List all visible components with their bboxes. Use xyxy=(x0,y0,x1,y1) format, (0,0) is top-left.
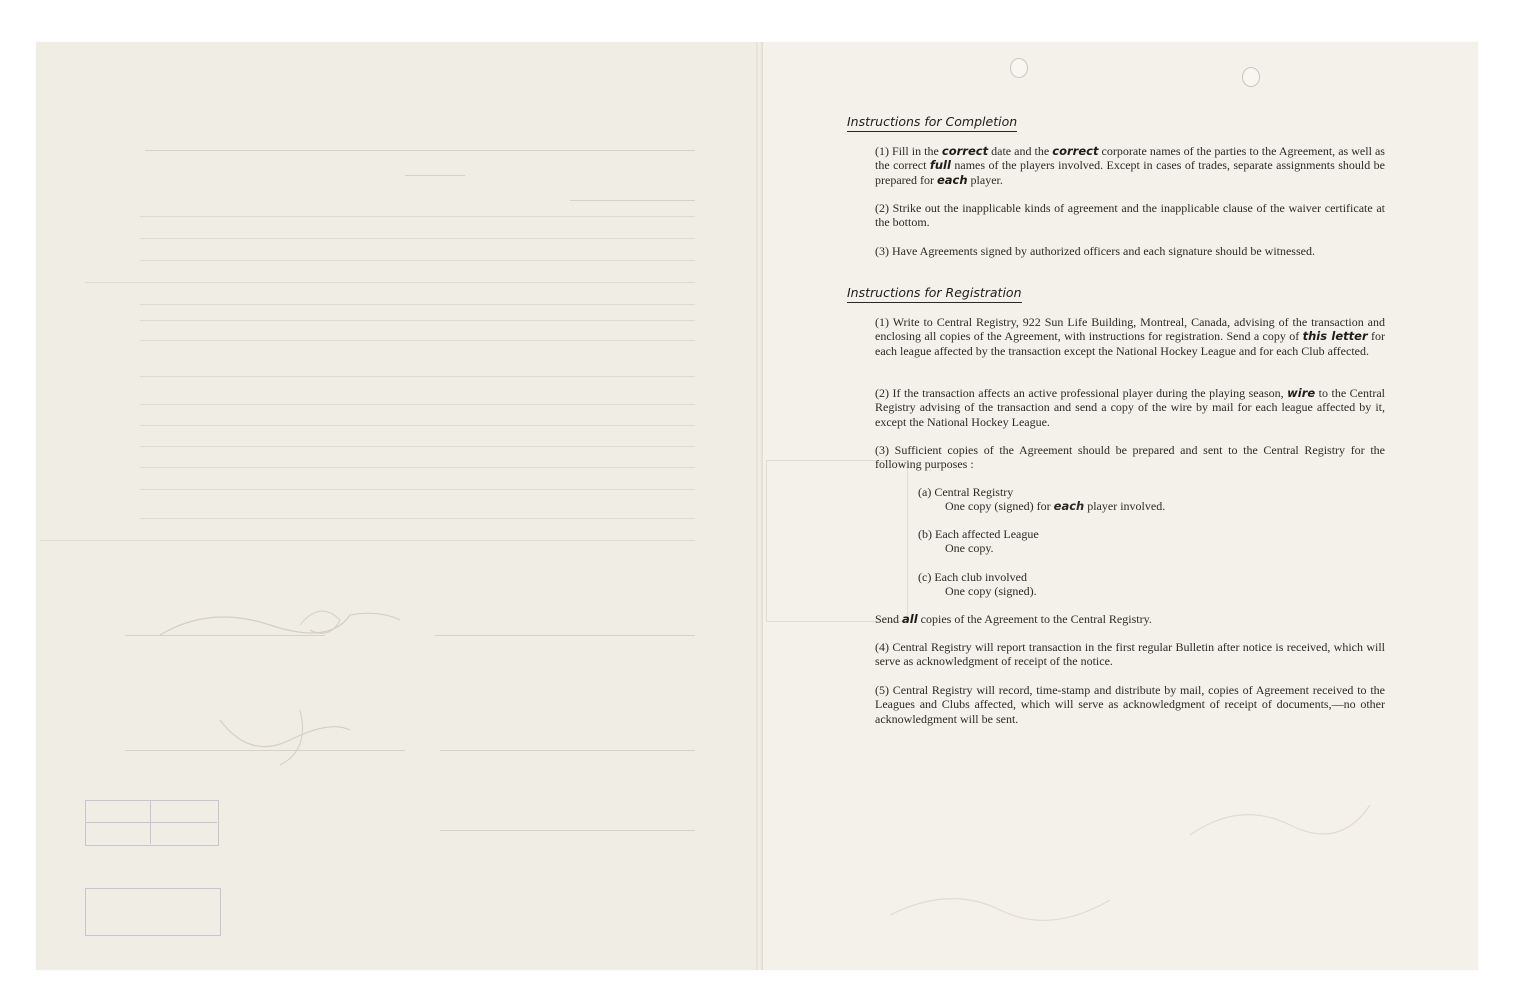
registration-sub-a xyxy=(918,485,1165,514)
ghost-rule xyxy=(440,750,695,751)
ghost-rule xyxy=(570,200,695,201)
ghost-rule xyxy=(140,467,695,468)
ghost-title-bleed xyxy=(1040,112,1050,142)
sub-c-detail: One copy (signed). xyxy=(945,584,1037,599)
ghost-signature xyxy=(880,880,1120,930)
ghost-rule xyxy=(40,540,695,541)
ghost-rule xyxy=(140,425,695,426)
completion-heading: Instructions for Completion xyxy=(847,114,1017,132)
ghost-signature xyxy=(150,595,410,655)
registration-sub-b xyxy=(918,527,1039,556)
ghost-rule xyxy=(405,175,465,176)
ghost-rule xyxy=(435,635,695,636)
ghost-signature xyxy=(1180,790,1380,850)
registration-sub-c xyxy=(918,570,1037,599)
page-gutter xyxy=(756,42,763,970)
ghost-rule xyxy=(140,238,695,239)
ghost-rule xyxy=(140,216,695,217)
registration-item-2: (2) If the transaction affects an active professional player during the playing season, wire to the Central Registry advising of the transaction and send a copy of the wire by mail for each league affected by it, except the National Hockey League. xyxy=(875,386,1385,429)
ghost-rule xyxy=(140,376,695,377)
ghost-stamp-bleed xyxy=(766,460,908,622)
ghost-rule xyxy=(140,340,695,341)
ghost-rule xyxy=(140,404,695,405)
punch-hole xyxy=(1242,67,1260,87)
sub-b-label: (b) Each affected League xyxy=(918,527,1039,541)
ghost-rule xyxy=(85,822,217,823)
sub-a-detail: One copy (signed) for each player involved. xyxy=(945,499,1166,514)
ghost-rule xyxy=(145,150,695,151)
ghost-rule xyxy=(140,518,695,519)
ghost-signature xyxy=(210,700,360,770)
ghost-stamp-box xyxy=(85,800,219,846)
registration-item-1: (1) Write to Central Registry, 922 Sun Life Building, Montreal, Canada, advising of the transaction and enclosing all copies of the Agreement, with instructions for registration. Send a copy of this letter for each league affected by the transaction except the National Hockey League and for each Club affected. xyxy=(875,315,1385,358)
completion-item-3: (3) Have Agreements signed by authorized officers and each signature should be witnessed. xyxy=(875,244,1315,258)
punch-hole xyxy=(1010,58,1028,78)
sub-a-label: (a) Central Registry xyxy=(918,485,1014,499)
completion-item-2: (2) Strike out the inapplicable kinds of agreement and the inapplicable clause of the waiver certificate at the bottom. xyxy=(875,201,1385,230)
ghost-rule xyxy=(140,489,695,490)
sub-b-detail: One copy. xyxy=(945,541,994,556)
ghost-rule xyxy=(440,830,695,831)
registration-item-4: (4) Central Registry will report transaction in the first regular Bulletin after notice is received, which will serve as acknowledgment of receipt of the notice. xyxy=(875,640,1385,669)
ghost-stamp-box xyxy=(85,888,221,936)
ghost-rule xyxy=(85,282,695,283)
ghost-rule xyxy=(140,260,695,261)
ghost-rule xyxy=(140,320,695,321)
completion-item-1: (1) Fill in the correct date and the correct corporate names of the parties to the Agreement, as well as the correct full names of the players involved. Except in cases of trades, separate assignments should be prepared for each player. xyxy=(875,144,1386,187)
sub-c-label: (c) Each club involved xyxy=(918,570,1027,584)
registration-send-all: Send all copies of the Agreement to the Central Registry. xyxy=(875,612,1152,626)
ghost-rule xyxy=(140,304,695,305)
ghost-rule xyxy=(140,446,695,447)
registration-item-5: (5) Central Registry will record, time-stamp and distribute by mail, copies of Agreement received to the Leagues and Clubs affected, which will serve as acknowledgment of receipt of documents,—no other acknowledgment will be sent. xyxy=(875,683,1385,726)
registration-item-3: (3) Sufficient copies of the Agreement should be prepared and sent to the Central Registry for the following purposes : xyxy=(875,443,1385,472)
registration-heading: Instructions for Registration xyxy=(847,285,1022,303)
